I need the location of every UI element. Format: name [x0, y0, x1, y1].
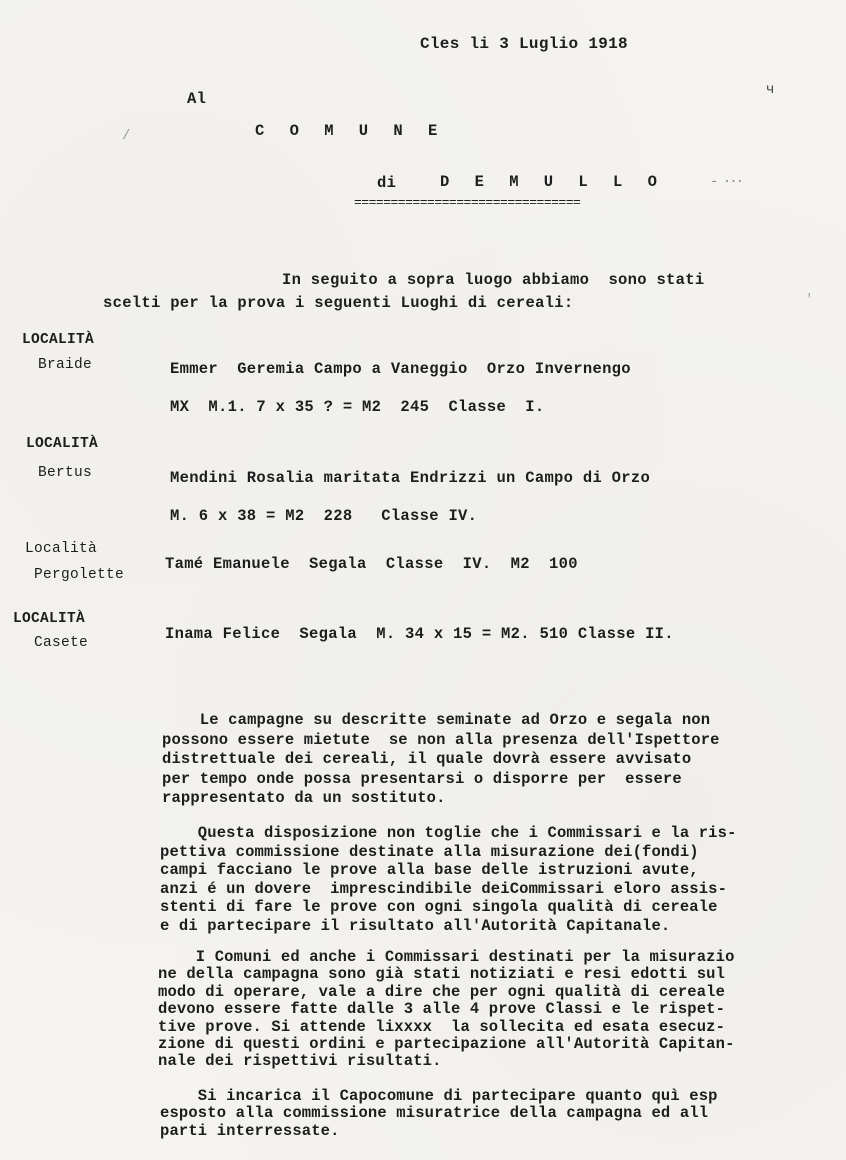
entry-line-1: Emmer Geremia Campo a Vaneggio Orzo Invernengo: [170, 360, 631, 378]
body-paragraph-1: Le campagne su descritte seminate ad Orzo e segala non possono essere mietute se non alla presenza dell'Ispettore distrettuale dei cereali, il quale dovrà essere avvisato per tempo onde possa presentarsi o disporre per essere rappresentato da un sostituto.: [162, 711, 720, 808]
header-underline: ===============================: [354, 195, 581, 210]
place-date: Cles li 3 Luglio 1918: [420, 35, 628, 53]
entry-line-1: Tamé Emanuele Segala Classe IV. M2 100: [165, 555, 578, 573]
entry-location-name: Bertus: [38, 465, 93, 481]
entry-label-localita: LOCALITÀ: [13, 611, 86, 627]
margin-mark: - ···: [710, 174, 743, 190]
body-paragraph-2: Questa disposizione non toglie che i Commissari e la ris- pettiva commissione destinate alla misurazione dei(fondi) campi facciano le prove alla base delle istruzioni avute, anzi é un dovere imprescindibile deiCommissari eloro assis- stenti di fare le prove con ogni singola qualità di cereale e di partecipare il risultato all'Autorità Capitanale.: [160, 824, 737, 935]
entry-location-name: Pergolette: [34, 567, 125, 583]
entry-line-2: M. 6 x 38 = M2 228 Classe IV.: [170, 507, 478, 525]
entry-label-localita: LOCALITÀ: [22, 332, 95, 348]
margin-mark: /: [122, 128, 131, 144]
entry-label-localita: Località: [25, 541, 98, 557]
addressee-al: Al: [187, 90, 207, 108]
intro-line-1: In seguito a sopra luogo abbiamo sono stati: [282, 271, 705, 289]
intro-line-2: scelti per la prova i seguenti Luoghi di cereali:: [103, 294, 574, 312]
entry-line-1: Inama Felice Segala M. 34 x 15 = M2. 510 Classe II.: [165, 625, 674, 643]
entry-line-1: Mendini Rosalia maritata Endrizzi un Campo di Orzo: [170, 469, 651, 487]
addressee-comune: C O M U N E: [255, 122, 446, 140]
entry-line-2: MX M.1. 7 x 35 ? = M2 245 Classe I.: [170, 398, 545, 416]
entry-location-name: Braide: [38, 357, 93, 373]
margin-mark: ч: [766, 82, 775, 98]
addressee-demullo: D E M U L L O: [440, 173, 665, 191]
body-paragraph-3: I Comuni ed anche i Commissari destinati per la misurazio ne della campagna sono già stati notiziati e resi edotti sul modo di operare, vale a dire che per ogni qualità di cereale devono essere fatte dalle 3 alle 4 prove Classi e le rispet- tive prove. Si attende lixxxx la sollecita ed esata esecuz- zione di questi ordini e partecipazione all'Autorità Capitan- nale dei rispettivi risultati.: [158, 948, 735, 1071]
body-paragraph-4: Si incarica il Capocomune di partecipare quanto quì esp esposto alla commissione misuratrice della campagna ed all parti interressate.: [160, 1087, 718, 1140]
entry-label-localita: LOCALITÀ: [26, 436, 99, 452]
entry-location-name: Casete: [34, 635, 89, 651]
addressee-di: di: [377, 174, 397, 192]
margin-mark: ': [805, 292, 814, 308]
